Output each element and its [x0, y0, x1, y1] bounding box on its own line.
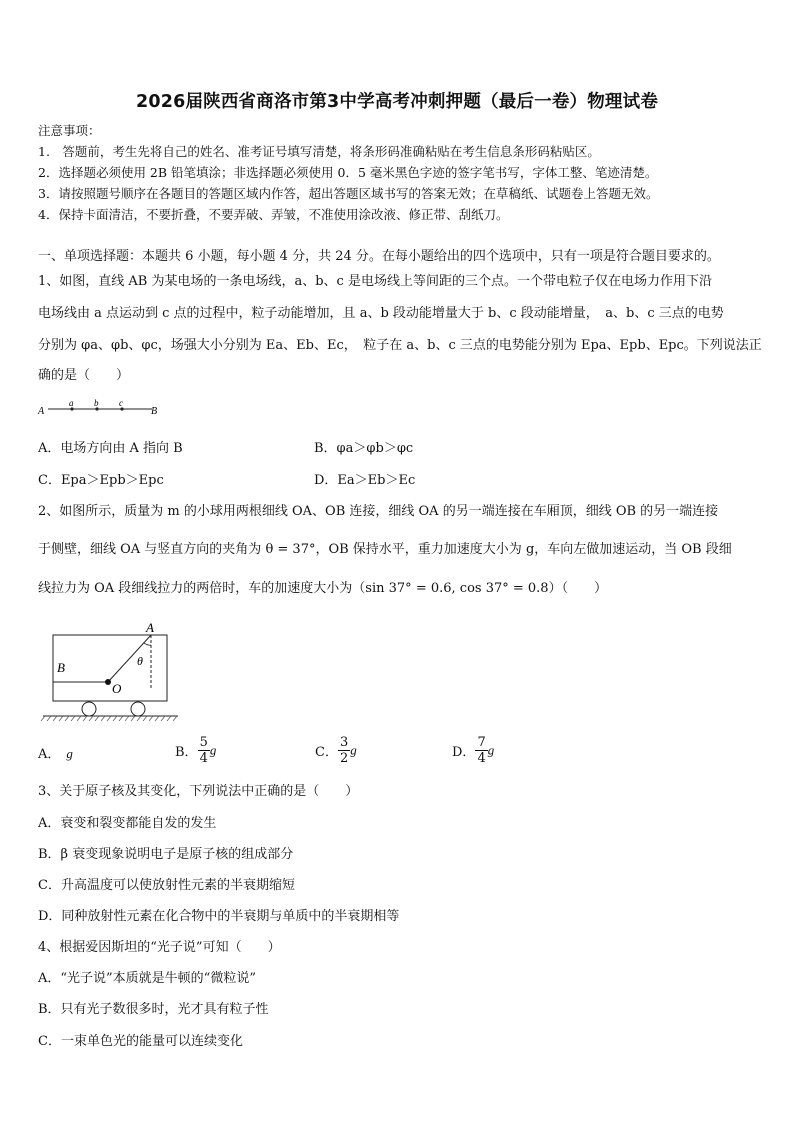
- q3-stem: 3、关于原子核及其变化，下列说法中正确的是（ ）: [38, 784, 359, 799]
- q1-line-3: 分别为 φa、φb、φc，场强大小分别为 Ea、Eb、Ec， 粒子在 a、b、c 三点的电势能分别为 Epa、Epb、Epc。下列说法正: [38, 338, 762, 353]
- q3-option-b: B．β 衰变现象说明电子是原子核的组成部分: [38, 847, 294, 862]
- q2-line-2: 于侧壁，细线 OA 与竖直方向的夹角为 θ = 37°，OB 保持水平，重力加速度大小为 g，车向左做加速运动，当 OB 段细: [38, 542, 732, 557]
- q3-option-c: C．升高温度可以使放射性元素的半衰期缩短: [38, 878, 295, 893]
- q2-option-d: D． $\frac{7}{4}$ g: [452, 735, 495, 766]
- label-c: c: [119, 398, 123, 408]
- q2-line-1: 2、如图所示，质量为 m 的小球用两根细线 OA、OB 连接，细线 OA 的另一端连接在车厢顶，细线 OB 的另一端连接: [38, 504, 719, 519]
- label-O: O: [112, 681, 122, 696]
- label-B: B: [151, 406, 158, 417]
- q1-line-4: 确的是（ ）: [38, 368, 130, 383]
- q4-stem: 4、根据爱因斯坦的“光子说”可知（ ）: [38, 940, 281, 955]
- section-heading: 一、单项选择题：本题共 6 小题，每小题 4 分，共 24 分。在每小题给出的四个选项中，只有一项是符合题目要求的。: [38, 249, 720, 264]
- q2-option-c: C． $\frac{3}{2}$ g: [315, 735, 357, 766]
- notice-heading: 注意事项：: [38, 123, 101, 138]
- notice-item-4: 4．保持卡面清洁，不要折叠，不要弄破、弄皱，不准使用涂改液、修正带、刮纸刀。: [38, 207, 509, 222]
- q2-option-b: B． $\frac{5}{4}$ g: [175, 735, 217, 766]
- q3-option-a: A．衰变和裂变都能自发的发生: [38, 816, 217, 831]
- page-title: 2026届陕西省商洛市第3中学高考冲刺押题（最后一卷）物理试卷: [135, 92, 659, 112]
- notice-item-3: 3．请按照题号顺序在各题目的答题区域内作答，超出答题区域书写的答案无效；在草稿纸、试题卷上答题无效。: [38, 186, 659, 201]
- label-A: A: [38, 406, 45, 417]
- q1-option-b: B．φa＞φb＞φc: [314, 441, 414, 456]
- q2-car-figure: [40, 615, 190, 725]
- q1-line-2: 电场线由 a 点运动到 c 点的过程中，粒子动能增加，且 a、b 段动能增量大于 b、c 段动能增量， a、b、c 三点的电势: [38, 306, 724, 321]
- q1-option-a: A．电场方向由 A 指向 B: [38, 441, 183, 456]
- label-theta: θ: [137, 654, 143, 668]
- label-b: b: [94, 398, 99, 408]
- notice-item-1: 1. 答题前，考生先将自己的姓名、准考证号填写清楚，将条形码准确粘贴在考生信息条形码粘贴区。: [38, 144, 600, 159]
- q1-line-1: 1、如图，直线 AB 为某电场的一条电场线，a、b、c 是电场线上等间距的三个点。一个带电粒子仅在电场力作用下沿: [38, 274, 712, 289]
- label-a: a: [69, 398, 74, 408]
- q2-line-3: 线拉力为 OA 段细线拉力的两倍时，车的加速度大小为（sin 37° = 0.6, cos 37° = 0.8）（ ）: [38, 581, 608, 596]
- notice-item-2: 2．选择题必须使用 2B 铅笔填涂；非选择题必须使用 0．5 毫米黑色字迹的签字笔书写，字体工整、笔迹清楚。: [38, 165, 658, 180]
- q3-option-d: D．同种放射性元素在化合物中的半衰期与单质中的半衰期相等: [38, 909, 400, 924]
- q1-option-c: C．Epa＞Epb＞Epc: [38, 473, 164, 488]
- q4-option-b: B．只有光子数很多时，光才具有粒子性: [38, 1002, 269, 1017]
- label-B: B: [57, 660, 65, 675]
- q2-option-a: A． g: [38, 746, 73, 762]
- q1-field-line-figure: [34, 396, 164, 418]
- q4-option-c: C．一束单色光的能量可以连续变化: [38, 1034, 243, 1049]
- q4-option-a: A．“光子说”本质就是牛顿的“微粒说”: [38, 971, 256, 986]
- q1-option-d: D．Ea＞Eb＞Ec: [314, 473, 416, 488]
- label-A: A: [146, 620, 154, 635]
